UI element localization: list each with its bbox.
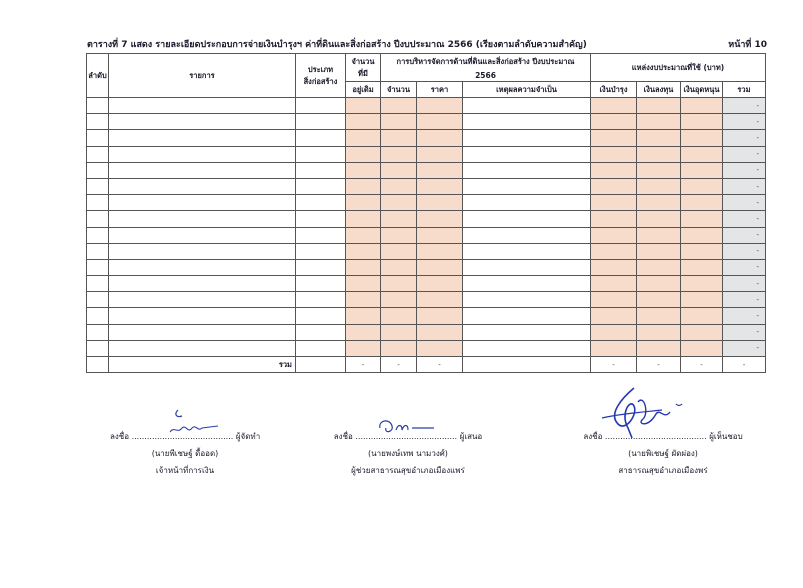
- table-cell: [296, 146, 346, 162]
- table-cell: [637, 130, 681, 146]
- table-cell: [417, 292, 463, 308]
- table-cell: [591, 130, 637, 146]
- table-cell: [417, 146, 463, 162]
- signature-line: [583, 428, 743, 445]
- table-cell: [463, 178, 591, 194]
- table-cell: [296, 292, 346, 308]
- table-cell: [637, 292, 681, 308]
- table-cell: [417, 259, 463, 275]
- table-cell: [463, 340, 591, 356]
- table-cell: [681, 114, 723, 130]
- sum-investment: -: [637, 357, 681, 373]
- table-cell: [346, 114, 381, 130]
- table-cell: [637, 211, 681, 227]
- table-cell: [463, 146, 591, 162]
- table-cell: [591, 308, 637, 324]
- header-existing: อยู่เดิม: [346, 82, 381, 98]
- table-cell: [346, 98, 381, 114]
- table-cell: [381, 308, 417, 324]
- table-cell: [87, 340, 109, 356]
- table-cell: [109, 146, 296, 162]
- table-cell: -: [723, 308, 766, 324]
- table-cell: [381, 276, 417, 292]
- table-row: [87, 98, 766, 114]
- signature-prefix: ลงชื่อ: [583, 432, 603, 441]
- table-cell: [296, 98, 346, 114]
- table-row: [87, 276, 766, 292]
- signature-role: ผู้เสนอ: [459, 432, 483, 441]
- table-cell: [681, 195, 723, 211]
- table-row: [87, 308, 766, 324]
- signature-block-preparer: [110, 428, 260, 479]
- table-cell: [296, 340, 346, 356]
- table-cell: [463, 243, 591, 259]
- table-cell: [296, 276, 346, 292]
- table-row: [87, 162, 766, 178]
- table-cell: [591, 276, 637, 292]
- table-cell: [346, 340, 381, 356]
- table-cell: [109, 276, 296, 292]
- table-cell: [417, 195, 463, 211]
- table-cell: -: [723, 146, 766, 162]
- sum-type-cell: [296, 357, 346, 373]
- header-qty: จำนวน: [381, 82, 417, 98]
- table-row: [87, 178, 766, 194]
- table-cell: [591, 243, 637, 259]
- table-cell: [346, 276, 381, 292]
- table-cell: [346, 162, 381, 178]
- table-cell: [109, 98, 296, 114]
- table-cell: -: [723, 340, 766, 356]
- sum-reason-cell: [463, 357, 591, 373]
- table-cell: [381, 243, 417, 259]
- table-cell: [591, 227, 637, 243]
- table-row: [87, 195, 766, 211]
- table-row: [87, 114, 766, 130]
- table-cell: [417, 114, 463, 130]
- table-cell: [87, 211, 109, 227]
- table-cell: -: [723, 243, 766, 259]
- signature-prefix: ลงชื่อ: [110, 432, 130, 441]
- signature-line: [333, 428, 483, 445]
- header-price: ราคา: [417, 82, 463, 98]
- table-cell: [417, 227, 463, 243]
- table-row: [87, 292, 766, 308]
- table-cell: [417, 276, 463, 292]
- table-cell: [87, 259, 109, 275]
- table-cell: [417, 178, 463, 194]
- table-cell: [417, 308, 463, 324]
- table-cell: [681, 211, 723, 227]
- table-cell: [109, 178, 296, 194]
- table-row: [87, 211, 766, 227]
- table-cell: -: [723, 324, 766, 340]
- signature-role: ผู้จัดทำ: [235, 432, 261, 441]
- table-cell: [296, 308, 346, 324]
- table-cell: [637, 195, 681, 211]
- table-cell: [381, 195, 417, 211]
- signer-name: (นายพิเชษฐ์ ผัดผ่อง): [628, 449, 698, 458]
- table-cell: [87, 308, 109, 324]
- header-count-line1: จำนวน: [351, 56, 375, 66]
- table-cell: [417, 211, 463, 227]
- table-cell: [417, 340, 463, 356]
- signature-block-proposer: [333, 428, 483, 479]
- table-cell: [87, 130, 109, 146]
- table-row: [87, 340, 766, 356]
- table-cell: [296, 130, 346, 146]
- header-total: รวม: [723, 82, 766, 98]
- table-cell: [463, 211, 591, 227]
- table-cell: [87, 243, 109, 259]
- table-cell: [591, 195, 637, 211]
- table-cell: [381, 162, 417, 178]
- table-cell: [109, 324, 296, 340]
- table-cell: [637, 146, 681, 162]
- table-cell: [87, 98, 109, 114]
- sum-subsidy: -: [681, 357, 723, 373]
- table-cell: [637, 259, 681, 275]
- table-cell: [591, 340, 637, 356]
- table-cell: -: [723, 114, 766, 130]
- table-cell: [87, 178, 109, 194]
- table-row: [87, 146, 766, 162]
- page-number: หน้าที่ 10: [728, 40, 767, 50]
- table-cell: [87, 292, 109, 308]
- table-cell: -: [723, 211, 766, 227]
- table-cell: [346, 130, 381, 146]
- signer-name: (นายพงษ์เทพ นามวงศ์): [368, 449, 448, 458]
- table-cell: [463, 130, 591, 146]
- table-cell: -: [723, 98, 766, 114]
- table-cell: [681, 324, 723, 340]
- table-cell: [681, 243, 723, 259]
- table-cell: [346, 178, 381, 194]
- capital-expense-table: [86, 53, 766, 373]
- header-count: [346, 54, 381, 82]
- signature-line: [110, 428, 260, 445]
- table-cell: [296, 227, 346, 243]
- sum-maintenance: -: [591, 357, 637, 373]
- table-cell: [87, 276, 109, 292]
- table-cell: -: [723, 292, 766, 308]
- signer-name: (นายพีเชษฐ์ ดื้ออด): [151, 449, 219, 458]
- table-cell: [591, 259, 637, 275]
- table-cell: -: [723, 130, 766, 146]
- table-cell: [87, 114, 109, 130]
- table-cell: [417, 98, 463, 114]
- table-cell: [346, 292, 381, 308]
- table-cell: -: [723, 178, 766, 194]
- header-type-line2: สิ่งก่อสร้าง: [303, 76, 338, 86]
- table-cell: [681, 162, 723, 178]
- header-mgmt-line1: การบริหารจัดการด้านที่ดินและสิ่งก่อสร้าง ปีงบประมาณ: [381, 54, 591, 70]
- table-row: [87, 243, 766, 259]
- header-subsidy: เงินอุดหนุน: [681, 82, 723, 98]
- table-cell: [346, 146, 381, 162]
- table-cell: [463, 324, 591, 340]
- table-cell: [681, 98, 723, 114]
- table-row: [87, 324, 766, 340]
- header-investment: เงินลงทุน: [637, 82, 681, 98]
- table-cell: [381, 211, 417, 227]
- table-cell: [109, 340, 296, 356]
- table-cell: [591, 211, 637, 227]
- table-cell: [87, 146, 109, 162]
- table-cell: [591, 162, 637, 178]
- table-cell: [87, 324, 109, 340]
- table-cell: [681, 146, 723, 162]
- sum-price: -: [417, 357, 463, 373]
- table-cell: [381, 227, 417, 243]
- table-cell: [681, 276, 723, 292]
- header-mgmt-line2: 2566: [381, 70, 591, 82]
- header-type-line1: ประเภท: [307, 64, 334, 74]
- table-cell: [296, 195, 346, 211]
- table-cell: [346, 211, 381, 227]
- table-cell: [591, 98, 637, 114]
- table-cell: [637, 114, 681, 130]
- header-count-line2: ที่มี: [358, 68, 368, 78]
- table-cell: [637, 98, 681, 114]
- table-cell: [87, 195, 109, 211]
- table-cell: [346, 227, 381, 243]
- table-cell: [463, 259, 591, 275]
- table-cell: [417, 162, 463, 178]
- table-cell: [591, 178, 637, 194]
- table-cell: [296, 259, 346, 275]
- table-cell: [381, 340, 417, 356]
- table-cell: [463, 162, 591, 178]
- table-cell: [109, 162, 296, 178]
- table-cell: [417, 324, 463, 340]
- table-cell: [463, 308, 591, 324]
- table-cell: [637, 243, 681, 259]
- table-cell: -: [723, 276, 766, 292]
- table-cell: [681, 227, 723, 243]
- table-cell: [381, 324, 417, 340]
- table-cell: [346, 308, 381, 324]
- table-cell: [296, 211, 346, 227]
- table-cell: [463, 276, 591, 292]
- table-cell: [381, 98, 417, 114]
- table-cell: [681, 259, 723, 275]
- header-type: [296, 54, 346, 98]
- table-cell: [463, 195, 591, 211]
- table-cell: [87, 162, 109, 178]
- table-cell: [591, 146, 637, 162]
- table-cell: [346, 259, 381, 275]
- table-cell: [346, 243, 381, 259]
- table-row: [87, 227, 766, 243]
- table-cell: [681, 130, 723, 146]
- table-cell: [109, 227, 296, 243]
- table-cell: [681, 292, 723, 308]
- table-cell: [296, 178, 346, 194]
- table-cell: [109, 114, 296, 130]
- signer-position: เจ้าหน้าที่การเงิน: [155, 466, 215, 475]
- table-cell: [381, 292, 417, 308]
- header-reason: เหตุผลความจำเป็น: [463, 82, 591, 98]
- signature-dots: ........................................: [131, 432, 234, 441]
- signature-dots: ........................................: [355, 432, 458, 441]
- table-cell: [463, 292, 591, 308]
- table-cell: [296, 114, 346, 130]
- table-cell: -: [723, 259, 766, 275]
- table-cell: [637, 324, 681, 340]
- table-cell: [417, 243, 463, 259]
- table-cell: [109, 130, 296, 146]
- table-cell: [637, 227, 681, 243]
- table-cell: [296, 162, 346, 178]
- table-row: [87, 259, 766, 275]
- table-cell: [296, 324, 346, 340]
- table-cell: [109, 308, 296, 324]
- table-cell: -: [723, 162, 766, 178]
- table-cell: [109, 243, 296, 259]
- table-cell: [463, 227, 591, 243]
- sum-qty: -: [381, 357, 417, 373]
- sum-total: -: [723, 357, 766, 373]
- table-body: [87, 98, 766, 357]
- table-cell: -: [723, 195, 766, 211]
- table-cell: [381, 130, 417, 146]
- table-cell: [591, 114, 637, 130]
- sum-label: รวม: [109, 357, 296, 373]
- table-cell: [637, 308, 681, 324]
- table-cell: [109, 292, 296, 308]
- signature-role: ผู้เห็นชอบ: [709, 432, 743, 441]
- table-cell: [637, 276, 681, 292]
- header-item: รายการ: [109, 54, 296, 98]
- table-cell: -: [723, 227, 766, 243]
- table-cell: [109, 195, 296, 211]
- header-no: ลำดับ: [87, 54, 109, 98]
- table-cell: [109, 211, 296, 227]
- signature-prefix: ลงชื่อ: [333, 432, 353, 441]
- table-cell: [463, 114, 591, 130]
- table-cell: [381, 178, 417, 194]
- sum-row: [87, 357, 766, 373]
- table-cell: [637, 162, 681, 178]
- table-cell: [637, 340, 681, 356]
- header-maintenance: เงินบำรุง: [591, 82, 637, 98]
- table-cell: [87, 227, 109, 243]
- sum-existing: -: [346, 357, 381, 373]
- table-cell: [381, 146, 417, 162]
- table-cell: [591, 324, 637, 340]
- table-cell: [346, 195, 381, 211]
- table-cell: [681, 308, 723, 324]
- table-cell: [381, 114, 417, 130]
- table-cell: [417, 130, 463, 146]
- table-row: [87, 130, 766, 146]
- signer-position: ผู้ช่วยสาธารณสุขอำเภอเมืองแพร่: [351, 466, 465, 475]
- signer-position: สาธารณสุขอำเภอเมืองพร่: [618, 466, 708, 475]
- table-cell: [381, 259, 417, 275]
- table-cell: [637, 178, 681, 194]
- table-cell: [296, 243, 346, 259]
- table-cell: [346, 324, 381, 340]
- table-cell: [681, 340, 723, 356]
- signature-dots: ........................................: [604, 432, 707, 441]
- table-cell: [591, 292, 637, 308]
- table-cell: [109, 259, 296, 275]
- table-cell: [681, 178, 723, 194]
- sum-no-cell: [87, 357, 109, 373]
- table-cell: [463, 98, 591, 114]
- table-title: ตารางที่ 7 แสดง รายละเอียดประกอบการจ่ายเงินบำรุงฯ ค่าที่ดินและสิ่งก่อสร้าง ปีงบประมาณ 2566 (เรียงตามลำดับความสำคัญ): [87, 40, 587, 50]
- header-funding: แหล่งงบประมาณที่ใช้ (บาท): [591, 54, 766, 82]
- signature-block-approver: [583, 428, 743, 479]
